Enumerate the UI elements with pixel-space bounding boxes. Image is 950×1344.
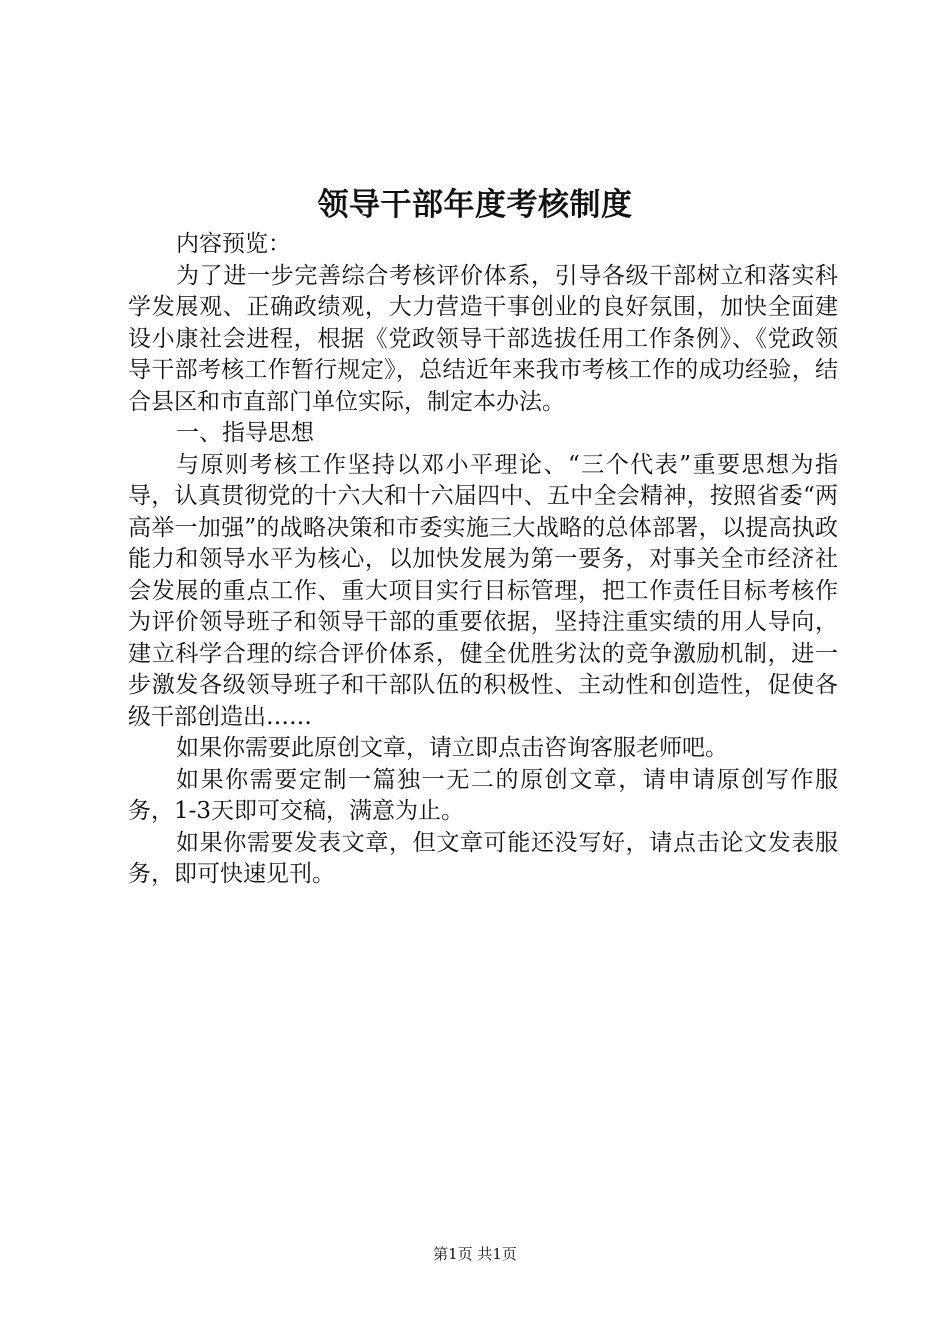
section-heading: 一、指导思想 <box>176 420 314 446</box>
document-body <box>128 229 838 891</box>
page-number-footer: 第1页 共1页 <box>433 1245 517 1263</box>
document-title: 领导干部年度考核制度 <box>317 187 633 223</box>
publishing-service-paragraph: 如果你需要发表文章，但文章可能还没写好，请点击论文发表服务，即可快速见刊。 <box>128 829 838 887</box>
preview-label: 内容预览： <box>176 231 291 257</box>
guiding-principles-paragraph: 与原则考核工作坚持以邓小平理论、“三个代表”重要思想为指导，认真贯彻党的十六大和十六届四中、五中全会精神，按照省委“两高举一加强”的战略决策和市委实施三大战略的总体部署，以提高执政能力和领导水平为核心，以加快发展为第一要务，对事关全市经济社会发展的重点工作、重大项目实行目标管理，把工作责任目标考核作为评价领导班子和领导干部的重要依据，坚持注重实绩的用人导向，建立科学合理的综合评价体系，健全优胜劣汰的竞争激励机制，进一步激发各级领导班子和干部队伍的积极性、主动性和创造性，促使各级干部创造出…… <box>128 451 838 730</box>
consult-service-paragraph: 如果你需要此原创文章，请立即点击咨询客服老师吧。 <box>176 735 728 761</box>
intro-paragraph: 为了进一步完善综合考核评价体系，引导各级干部树立和落实科学发展观、正确政绩观，大力营造干事创业的良好氛围，加快全面建设小康社会进程，根据《党政领导干部选拔任用工作条例》、《党政领导干部考核工作暂行规定》，总结近年来我市考核工作的成功经验，结合县区和市直部门单位实际，制定本办法。 <box>128 262 838 415</box>
custom-writing-paragraph: 如果你需要定制一篇独一无二的原创文章，请申请原创写作服务，1-3天即可交稿，满意为止。 <box>128 766 838 824</box>
